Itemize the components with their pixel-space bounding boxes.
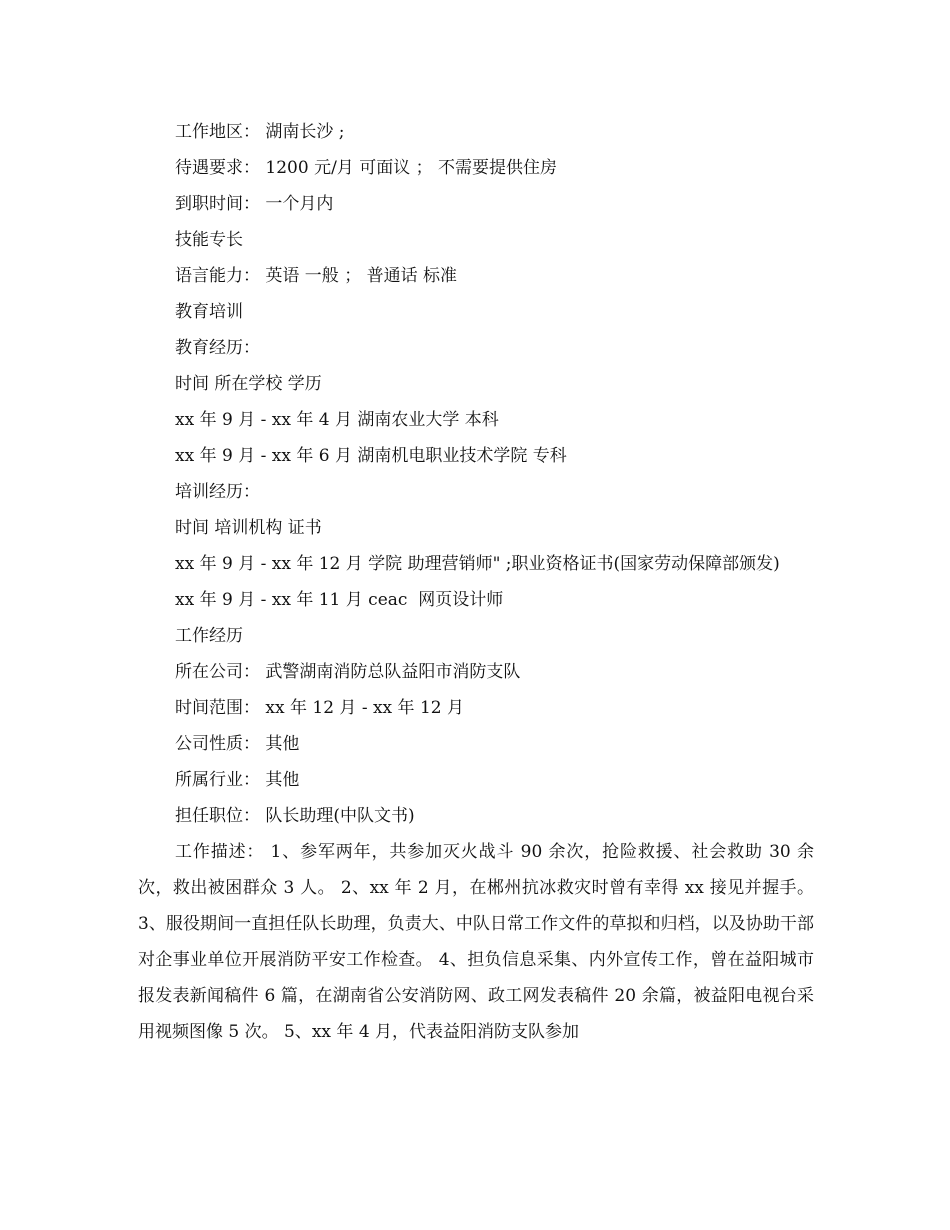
work-experience-heading: 工作经历 — [175, 626, 243, 646]
education-training-heading: 教育培训 — [175, 302, 243, 322]
industry-line: 所属行业： 其他 — [175, 770, 300, 790]
work-description-paragraph: 工作描述： 1、参军两年，共参加灭火战斗 90 余次，抢险救援、社会救助 30 余次，救出被困群众 3 人。 2、xx 年 2 月，在郴州抗冰救灾时曾有幸得 xx 接见并握手。 3、服役期间一直担任队长助理，负责大、中队日常工作文件的草拟和归档，以及协助干部对企事业单位开展消防平安工作检查。 4、担负信息采集、内外宣传工作，曾在益阳城市报发表新闻稿件 6 篇，在湖南省公安消防网、政工网发表稿件 20 余篇，被益阳电视台采用视频图像 5 次。 5、xx 年 4 月，代表益阳消防支队参加 — [138, 842, 814, 1042]
time-range-line: 时间范围： xx 年 12 月 - xx 年 12 月 — [175, 698, 464, 718]
skills-heading: 技能专长 — [175, 230, 243, 250]
company-line: 所在公司： 武警湖南消防总队益阳市消防支队 — [175, 662, 521, 682]
document-body — [138, 114, 814, 1050]
education-history-label: 教育经历： — [175, 338, 260, 358]
work-location-line: 工作地区： 湖南长沙 ; — [175, 122, 345, 142]
education-table-header: 时间 所在学校 学历 — [175, 374, 322, 394]
salary-requirement-line: 待遇要求： 1200 元/月 可面议 ； 不需要提供住房 — [175, 158, 558, 178]
education-entry: xx 年 9 月 - xx 年 4 月 湖南农业大学 本科 — [175, 410, 499, 430]
training-entry: xx 年 9 月 - xx 年 12 月 学院 助理营销师" ;职业资格证书(国家劳动保障部颁发) — [175, 554, 780, 574]
company-type-line: 公司性质： 其他 — [175, 734, 300, 754]
position-line: 担任职位： 队长助理(中队文书) — [175, 806, 415, 826]
education-entry: xx 年 9 月 - xx 年 6 月 湖南机电职业技术学院 专科 — [175, 446, 567, 466]
language-ability-line: 语言能力： 英语 一般 ； 普通话 标准 — [175, 266, 458, 286]
start-date-line: 到职时间： 一个月内 — [175, 194, 334, 214]
training-entry: xx 年 9 月 - xx 年 11 月 ceac 网页设计师 — [175, 590, 504, 610]
training-table-header: 时间 培训机构 证书 — [175, 518, 322, 538]
training-history-label: 培训经历： — [175, 482, 260, 502]
